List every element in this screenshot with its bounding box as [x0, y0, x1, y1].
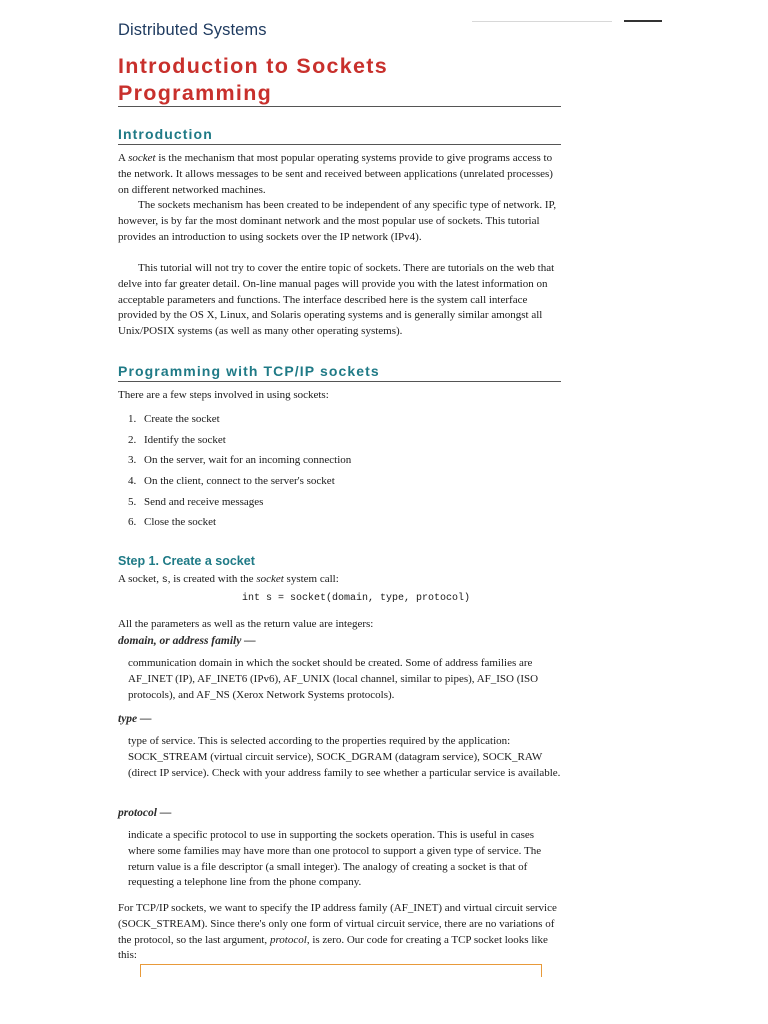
step1-heading: Step 1. Create a socket: [118, 554, 255, 568]
steps-list: [128, 411, 351, 535]
intro-paragraph-3: This tutorial will not try to cover the entire topic of sockets. There are tutorials on the web that delve into far greater detail. On-line manual pages will provide you with the latest information on acceptable parameters and functions. The interface described here is the system call interface provided by the OS X, Linux, and Solaris operating systems and is generally similar amongst all Unix/POSIX systems (as well as many other operating systems).: [118, 262, 555, 338]
course-title: Distributed Systems: [118, 21, 267, 39]
header-decor-line: [472, 21, 612, 22]
section-heading-tcp: Programming with TCP/IP sockets: [118, 363, 380, 379]
title-line-2: Programming: [118, 81, 273, 105]
def-type: type of service. This is selected according to the properties required by the application: SOCK_STREAM (virtual circuit service), SOCK_DGRAM (datagram service), SOCK_RAW (direct IP service). Check with your address family to see whether a particular service is available.: [128, 735, 561, 779]
step1-intro: A socket, s, is created with the socket system call:: [118, 573, 339, 586]
def-domain: communication domain in which the socket should be created. Some of address families are AF_INET (IP), AF_INET6 (IPv6), AF_UNIX (local channel, similar to pipes), AF_ISO (ISO protocols), and AF_NS (Xerox Network Systems protocols).: [128, 657, 539, 701]
header-decor-line-dark: [624, 20, 662, 22]
title-line-1: Introduction to Sockets: [118, 54, 388, 78]
list-item: 2. Identify the socket: [128, 433, 226, 446]
section-rule: [118, 381, 561, 382]
term-protocol: protocol —: [118, 807, 172, 819]
list-item: 5. Send and receive messages: [128, 495, 264, 508]
page-title: [118, 53, 388, 107]
steps-lead: There are a few steps involved in using sockets:: [118, 389, 329, 401]
term-domain: domain, or address family —: [118, 635, 256, 647]
def-protocol: indicate a specific protocol to use in supporting the sockets operation. This is useful in cases where some families may have more than one protocol to support a given type of service. The return value is a file descriptor (a small integer). The analogy of creating a socket is that of requesting a telephone line from the phone company.: [128, 829, 542, 889]
socket-call-code: int s = socket(domain, type, protocol): [242, 593, 471, 604]
section-heading-introduction: Introduction: [118, 126, 213, 142]
list-item: 4. On the client, connect to the server's socket: [128, 475, 335, 488]
list-item: 1. Create the socket: [128, 413, 220, 425]
closing-paragraph: For TCP/IP sockets, we want to specify the IP address family (AF_INET) and virtual circuit service (SOCK_STREAM). Since there's only one form of virtual circuit service, there are no variations of the protocol, so the last argument, protocol, is zero. Our code for creating a TCP socket looks like this:: [118, 902, 557, 962]
section-rule: [118, 144, 561, 145]
code-box: [140, 964, 542, 977]
intro-paragraph-1: A socket is the mechanism that most popular operating systems provide to give programs access to the network. It allows messages to be sent and received between applications (unrelated processes) on different networked machines.: [118, 152, 553, 196]
list-item: 6. Close the socket: [128, 516, 217, 529]
params-lead: All the parameters as well as the return value are integers:: [118, 618, 374, 630]
term-type: type —: [118, 713, 152, 725]
intro-paragraph-2: The sockets mechanism has been created to be independent of any specific type of network. IP, however, is by far the most dominant network and the most popular use of sockets. This tutorial provides an introduction to using sockets over the IP network (IPv4).: [118, 199, 557, 243]
list-item: 3. On the server, wait for an incoming connection: [128, 454, 352, 467]
socket-term: socket: [128, 152, 156, 164]
title-rule: [118, 106, 561, 107]
